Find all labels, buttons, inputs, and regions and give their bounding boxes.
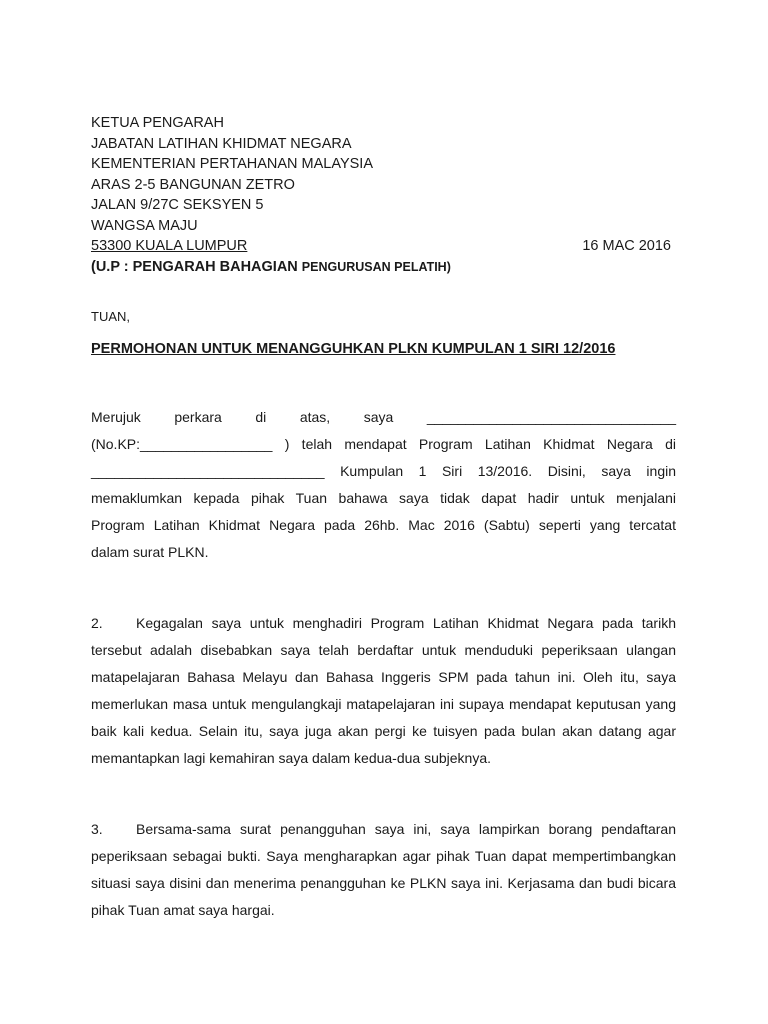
paragraph-2-text: Kegagalan saya untuk menghadiri Program Latihan Khidmat Negara pada tarikh tersebut adalah disebabkan saya telah berdaftar untuk menduduki peperiksaan ulangan matapelajaran Bahasa Melayu dan Bahasa Inggeris SPM pada tahun ini. Oleh itu, saya memerlukan masa untuk mengulangkaji matapelajaran ini supaya mendapat keputusan yang baik kali kedua. Selain itu, saya juga akan pergi ke tuisyen pada bulan akan datang agar memantapkan lagi kemahiran saya dalam kedua-dua subjeknya. <box>91 615 676 766</box>
address-city: 53300 KUALA LUMPUR <box>91 238 248 254</box>
paragraph-3 <box>91 816 676 924</box>
paragraph-1-line-4: memaklumkan kepada pihak Tuan bahawa saya tidak dapat hadir untuk menjalani <box>91 490 676 506</box>
paragraph-1-line-5: Program Latihan Khidmat Negara pada 26hb. Mac 2016 (Sabtu) seperti yang tercatat <box>91 517 676 533</box>
paragraph-1 <box>91 404 676 566</box>
attention-small: PENGURUSAN PELATIH) <box>301 259 451 274</box>
paragraph-1-line-1: Merujuk perkara di atas, saya ________________________________ <box>91 409 676 425</box>
city-date-row <box>91 236 681 257</box>
salutation: TUAN, <box>91 309 130 324</box>
address-line-5: JALAN 9/27C SEKSYEN 5 <box>91 197 264 213</box>
recipient-address <box>91 113 681 277</box>
subject-heading: PERMOHONAN UNTUK MENANGGUHKAN PLKN KUMPULAN 1 SIRI 12/2016 <box>91 341 616 357</box>
paragraph-2 <box>91 610 676 772</box>
letter-date: 16 MAC 2016 <box>582 238 671 254</box>
address-line-6: WANGSA MAJU <box>91 217 198 234</box>
attention-main: (U.P : PENGARAH BAHAGIAN <box>91 258 302 275</box>
paragraph-3-number: 3. <box>91 821 103 837</box>
paragraph-2-number: 2. <box>91 615 103 631</box>
attention-line <box>91 257 681 278</box>
address-line-2: JABATAN LATIHAN KHIDMAT NEGARA <box>91 135 352 152</box>
address-line-4: ARAS 2-5 BANGUNAN ZETRO <box>91 176 295 193</box>
paragraph-3-text: Bersama-sama surat penangguhan saya ini, saya lampirkan borang pendaftaran peperiksaan sebagai bukti. Saya mengharapkan agar pihak Tuan dapat mempertimbangkan situasi saya disini dan menerima penangguhan ke PLKN saya ini. Kerjasama dan budi bicara pihak Tuan amat saya hargai. <box>91 821 676 918</box>
address-line-3: KEMENTERIAN PERTAHANAN MALAYSIA <box>91 156 374 172</box>
paragraph-1-line-6: dalam surat PLKN. <box>91 544 209 560</box>
paragraph-1-line-3: ______________________________ Kumpulan 1 Siri 13/2016. Disini, saya ingin <box>91 463 676 479</box>
paragraph-1-line-2: (No.KP:_________________ ) telah mendapat Program Latihan Khidmat Negara di <box>91 436 676 452</box>
address-line-1: KETUA PENGARAH <box>91 115 224 131</box>
